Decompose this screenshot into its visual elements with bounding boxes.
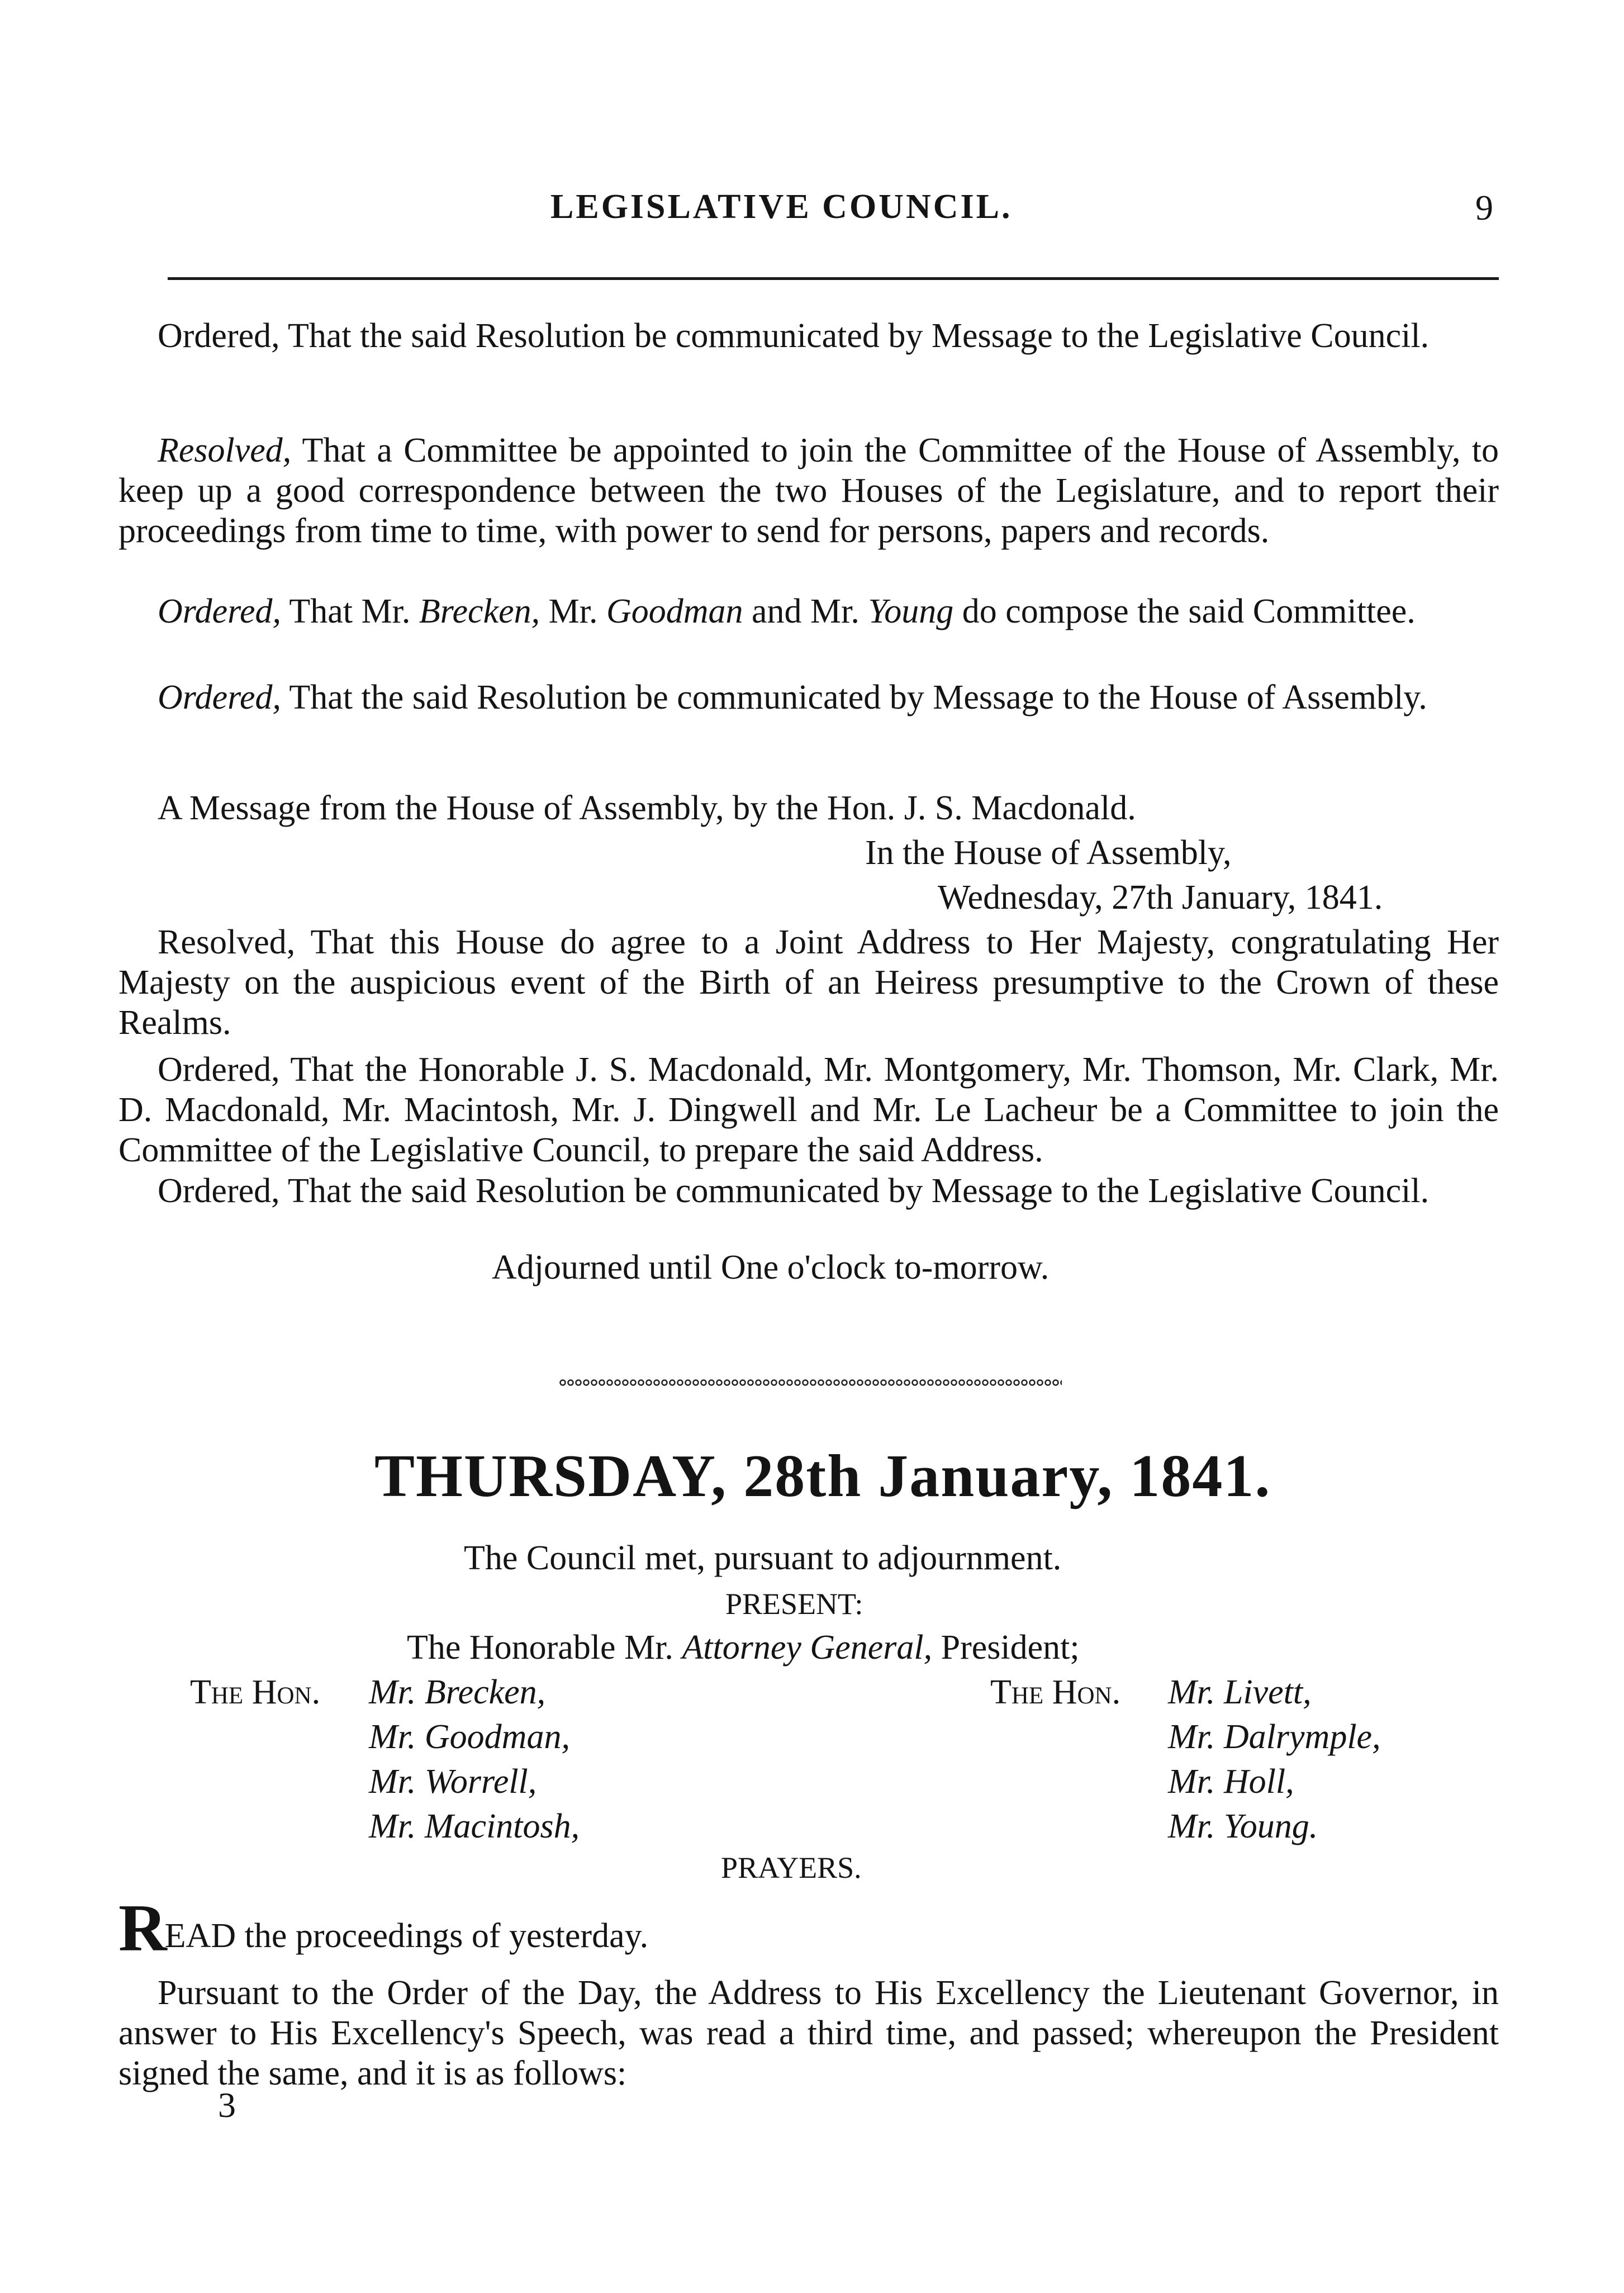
header-rule	[168, 277, 1499, 280]
drop-cap-letter: R	[118, 1891, 165, 1965]
hon-prefix-right	[990, 1672, 1120, 1712]
prayers-label: PRAYERS.	[721, 1851, 862, 1884]
message-line: A Message from the House of Assembly, by the Hon. J. S. Macdonald.	[158, 789, 1136, 827]
present-label: PRESENT:	[725, 1587, 863, 1621]
hon-prefix-right-text: The Hon.	[990, 1673, 1121, 1711]
president-name: Attorney General,	[682, 1629, 933, 1667]
ordered-paragraph-4: Ordered, That the Honorable J. S. Macdonald, Mr. Montgomery, Mr. Thomson, Mr. Clark, Mr. D. Macdonald, Mr. Macintosh, Mr. J. Dingwell and Mr. Le Lacheur be a Committee to join the Committee of the Legislative Council, to prepare the said Address.	[118, 1051, 1499, 1169]
hon-prefix-left-text: The Hon.	[190, 1673, 321, 1711]
member-left-1: Mr. Brecken,	[369, 1673, 546, 1711]
ordered-paragraph-2	[118, 591, 1499, 632]
member-name-goodman: Goodman	[606, 592, 743, 630]
ordered-paragraph-5: Ordered, That the said Resolution be communicated by Message to the Legislative Council.	[158, 1172, 1430, 1210]
resolved-label: Resolved,	[158, 431, 292, 469]
date-line: Wednesday, 27th January, 1841.	[938, 879, 1383, 917]
council-met-line: The Council met, pursuant to adjournment.	[464, 1539, 1062, 1577]
member-right-2: Mr. Dalrymple,	[1168, 1718, 1381, 1756]
pursuant-paragraph: Pursuant to the Order of the Day, the Address to His Excellency the Lieutenant Governor, in answer to His Excellency's Speech, was read a third time, and passed; whereupon the President signed the same, and it is as follows:	[118, 1974, 1499, 2092]
ordered-2-text-c: and Mr.	[743, 592, 868, 630]
resolved-paragraph-2: Resolved, That this House do agree to a Joint Address to Her Majesty, congratulating Her Majesty on the auspicious event of the Birth of an Heiress presumptive to the Crown of these Realms.	[118, 923, 1499, 1042]
member-left-3: Mr. Worrell,	[369, 1763, 537, 1801]
ordered-3-label: Ordered,	[158, 678, 281, 716]
read-text: the proceedings of yesterday.	[236, 1917, 649, 1955]
read-proceedings-line	[118, 1891, 649, 1965]
read-rest: EAD	[164, 1917, 236, 1955]
member-left-4: Mr. Macintosh,	[369, 1807, 580, 1845]
place-line: In the House of Assembly,	[865, 834, 1232, 872]
ordered-2-text-b: Mr.	[540, 592, 606, 630]
ordered-2-text-d: do compose the said Committee.	[953, 592, 1416, 630]
signature-mark: 3	[218, 2085, 236, 2125]
president-text-a: The Honorable Mr.	[407, 1629, 682, 1667]
member-right-4: Mr. Young.	[1168, 1807, 1318, 1845]
ordered-paragraph-1: Ordered, That the said Resolution be communicated by Message to the Legislative Council.	[158, 317, 1430, 355]
member-right-1: Mr. Livett,	[1168, 1673, 1312, 1711]
member-right-3: Mr. Holl,	[1168, 1763, 1294, 1801]
member-left-2: Mr. Goodman,	[369, 1718, 570, 1756]
president-text-b: President;	[932, 1629, 1080, 1667]
ordered-paragraph-3	[118, 677, 1499, 718]
member-name-brecken: Brecken,	[419, 592, 540, 630]
resolved-paragraph	[118, 430, 1499, 551]
member-name-young: Young	[868, 592, 954, 630]
ordered-2-text-a: That Mr.	[281, 592, 419, 630]
adjourned-line: Adjourned until One o'clock to-morrow.	[492, 1248, 1050, 1286]
resolved-text: That a Committee be appointed to join the Committee of the House of Assembly, to keep up a good correspondence between the two Houses of the Legislature, and to report their proceedings from time to time, with power to send for persons, papers and records.	[118, 431, 1499, 550]
ornamental-divider	[559, 1379, 1062, 1387]
president-line	[407, 1627, 1080, 1668]
running-header-title: LEGISLATIVE COUNCIL.	[550, 188, 1013, 226]
hon-prefix-left	[190, 1672, 320, 1712]
page-number: 9	[1475, 188, 1493, 227]
ordered-2-label: Ordered,	[158, 592, 281, 630]
day-heading: THURSDAY, 28th January, 1841.	[374, 1443, 1271, 1509]
ordered-3-text: That the said Resolution be communicated by Message to the House of Assembly.	[281, 678, 1427, 716]
